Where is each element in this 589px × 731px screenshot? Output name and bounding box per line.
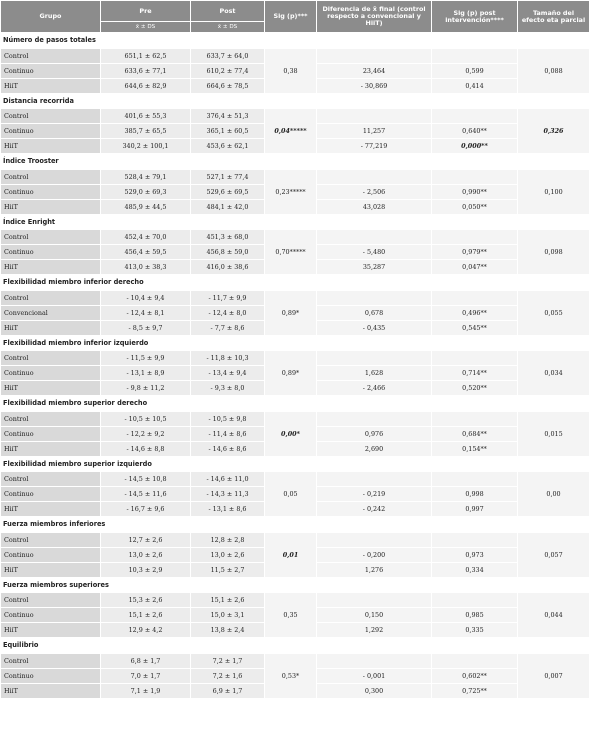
sig-post-cell xyxy=(432,472,518,487)
group-cell: HiiT xyxy=(1,260,101,275)
diferencia-cell xyxy=(317,472,432,487)
post-cell: 664,6 ± 78,5 xyxy=(191,78,265,93)
section-title: Fuerza miembros inferiores xyxy=(1,517,589,533)
diferencia-cell: - 0,219 xyxy=(317,487,432,502)
post-cell: 451,3 ± 68,0 xyxy=(191,230,265,245)
tamano-efecto-cell: 0,044 xyxy=(518,593,589,638)
section-title: Índice Enright xyxy=(1,214,589,230)
pre-cell: 401,6 ± 55,3 xyxy=(101,109,191,124)
sig-cell: 0,53* xyxy=(265,653,317,698)
diferencia-cell: 35,287 xyxy=(317,260,432,275)
sig-post-cell: 0,990** xyxy=(432,184,518,199)
post-cell: 15,0 ± 3,1 xyxy=(191,608,265,623)
group-cell: HiiT xyxy=(1,683,101,698)
sig-post-cell xyxy=(432,411,518,426)
pre-cell: 6,8 ± 1,7 xyxy=(101,653,191,668)
pre-cell: - 13,1 ± 8,9 xyxy=(101,366,191,381)
sig-post-cell xyxy=(432,532,518,547)
table-row xyxy=(1,593,589,608)
pre-cell: 340,2 ± 100,1 xyxy=(101,139,191,154)
sig-cell: 0,35 xyxy=(265,593,317,638)
table-row xyxy=(1,351,589,366)
section-header xyxy=(1,214,589,230)
pre-cell: 529,0 ± 69,3 xyxy=(101,184,191,199)
sig-post-cell: 0,496** xyxy=(432,305,518,320)
tamano-efecto-cell: 0,098 xyxy=(518,230,589,275)
sig-cell: 0,00* xyxy=(265,411,317,456)
group-cell: HiiT xyxy=(1,199,101,214)
diferencia-cell xyxy=(317,593,432,608)
sig-post-cell: 0,979** xyxy=(432,245,518,260)
group-cell: Continuo xyxy=(1,608,101,623)
pre-cell: - 14,6 ± 8,8 xyxy=(101,441,191,456)
pre-cell: 651,1 ± 62,5 xyxy=(101,48,191,63)
sig-post-cell xyxy=(432,351,518,366)
diferencia-cell xyxy=(317,109,432,124)
pre-cell: 12,7 ± 2,6 xyxy=(101,532,191,547)
diferencia-cell xyxy=(317,48,432,63)
group-cell: Continuo xyxy=(1,487,101,502)
sig-cell: 0,38 xyxy=(265,48,317,93)
sig-post-cell: 0,714** xyxy=(432,366,518,381)
sig-post-cell: 0,520** xyxy=(432,381,518,396)
sig-post-cell: 0,047** xyxy=(432,260,518,275)
post-cell: - 11,4 ± 8,6 xyxy=(191,426,265,441)
diferencia-cell xyxy=(317,653,432,668)
sig-post-cell: 0,684** xyxy=(432,426,518,441)
pre-cell: - 10,5 ± 10,5 xyxy=(101,411,191,426)
header-grupo: Grupo xyxy=(1,1,101,33)
group-cell: HiiT xyxy=(1,502,101,517)
header-pre-sub: x̄ ± DS xyxy=(101,22,191,33)
pre-cell: 13,0 ± 2,6 xyxy=(101,547,191,562)
sig-cell: 0,70***** xyxy=(265,230,317,275)
table-row xyxy=(1,230,589,245)
post-cell: - 9,3 ± 8,0 xyxy=(191,381,265,396)
pre-cell: - 14,5 ± 10,8 xyxy=(101,472,191,487)
section-title: Fuerza miembros superiores xyxy=(1,577,589,593)
pre-cell: - 10,4 ± 9,4 xyxy=(101,290,191,305)
tamano-efecto-cell: 0,055 xyxy=(518,290,589,335)
group-cell: HiiT xyxy=(1,381,101,396)
post-cell: - 13,1 ± 8,6 xyxy=(191,502,265,517)
group-cell: Control xyxy=(1,48,101,63)
sig-post-cell: 0,998 xyxy=(432,487,518,502)
pre-cell: 385,7 ± 65,5 xyxy=(101,124,191,139)
sig-post-cell xyxy=(432,593,518,608)
table-row xyxy=(1,48,589,63)
header-sig: Sig (p)*** xyxy=(265,1,317,33)
diferencia-cell: 0,976 xyxy=(317,426,432,441)
diferencia-cell: 23,464 xyxy=(317,63,432,78)
table-row xyxy=(1,472,589,487)
diferencia-cell: 0,300 xyxy=(317,683,432,698)
post-cell: 11,5 ± 2,7 xyxy=(191,562,265,577)
sig-post-cell xyxy=(432,653,518,668)
tamano-efecto-cell: 0,007 xyxy=(518,653,589,698)
sig-post-cell: 0,334 xyxy=(432,562,518,577)
pre-cell: 633,6 ± 77,1 xyxy=(101,63,191,78)
post-cell: 376,4 ± 51,3 xyxy=(191,109,265,124)
pre-cell: 452,4 ± 70,0 xyxy=(101,230,191,245)
post-cell: 527,1 ± 77,4 xyxy=(191,169,265,184)
section-header xyxy=(1,517,589,533)
header-post: Post xyxy=(191,1,265,22)
diferencia-cell: - 0,242 xyxy=(317,502,432,517)
group-cell: Control xyxy=(1,230,101,245)
diferencia-cell: 1,628 xyxy=(317,366,432,381)
post-cell: - 14,3 ± 11,3 xyxy=(191,487,265,502)
group-cell: Continuo xyxy=(1,63,101,78)
section-header xyxy=(1,396,589,412)
section-header xyxy=(1,456,589,472)
post-cell: 7,2 ± 1,6 xyxy=(191,668,265,683)
post-cell: 13,0 ± 2,6 xyxy=(191,547,265,562)
pre-cell: 644,6 ± 82,9 xyxy=(101,78,191,93)
diferencia-cell: 1,292 xyxy=(317,623,432,638)
sig-post-cell: 0,640** xyxy=(432,124,518,139)
post-cell: 484,1 ± 42,0 xyxy=(191,199,265,214)
section-title: Flexibilidad miembro inferior izquierdo xyxy=(1,335,589,351)
tamano-efecto-cell: 0,015 xyxy=(518,411,589,456)
section-title: Distancia recorrida xyxy=(1,93,589,109)
header-post-sub: x̄ ± DS xyxy=(191,22,265,33)
group-cell: Control xyxy=(1,351,101,366)
post-cell: 610,2 ± 77,4 xyxy=(191,63,265,78)
diferencia-cell: 0,150 xyxy=(317,608,432,623)
section-title: Flexibilidad miembro inferior derecho xyxy=(1,275,589,291)
table-row xyxy=(1,653,589,668)
group-cell: Control xyxy=(1,109,101,124)
tamano-efecto-cell: 0,326 xyxy=(518,109,589,154)
table-row xyxy=(1,532,589,547)
post-cell: 13,8 ± 2,4 xyxy=(191,623,265,638)
sig-cell: 0,05 xyxy=(265,472,317,517)
sig-post-cell: 0,985 xyxy=(432,608,518,623)
pre-cell: 485,9 ± 44,5 xyxy=(101,199,191,214)
section-header xyxy=(1,335,589,351)
table-row xyxy=(1,290,589,305)
sig-post-cell xyxy=(432,230,518,245)
post-cell: - 11,8 ± 10,3 xyxy=(191,351,265,366)
sig-post-cell xyxy=(432,290,518,305)
diferencia-cell xyxy=(317,351,432,366)
diferencia-cell: 43,028 xyxy=(317,199,432,214)
section-header xyxy=(1,154,589,170)
header-diferencia: Diferencia de x̄ final (control respecto a convencional y HiiT) xyxy=(317,1,432,33)
diferencia-cell: - 30,869 xyxy=(317,78,432,93)
section-header xyxy=(1,577,589,593)
post-cell: 12,8 ± 2,8 xyxy=(191,532,265,547)
tamano-efecto-cell: 0,100 xyxy=(518,169,589,214)
post-cell: - 7,7 ± 8,6 xyxy=(191,320,265,335)
header-sig-post: Sig (p) post intervención**** xyxy=(432,1,518,33)
group-cell: Continuo xyxy=(1,184,101,199)
diferencia-cell: - 0,001 xyxy=(317,668,432,683)
group-cell: Control xyxy=(1,653,101,668)
section-title: Equilibrio xyxy=(1,638,589,654)
post-cell: 365,1 ± 60,5 xyxy=(191,124,265,139)
pre-cell: - 11,5 ± 9,9 xyxy=(101,351,191,366)
table-body xyxy=(1,33,589,699)
group-cell: Continuo xyxy=(1,245,101,260)
post-cell: 633,7 ± 64,0 xyxy=(191,48,265,63)
diferencia-cell xyxy=(317,532,432,547)
diferencia-cell: - 2,506 xyxy=(317,184,432,199)
diferencia-cell: - 0,200 xyxy=(317,547,432,562)
post-cell: 15,1 ± 2,6 xyxy=(191,593,265,608)
sig-cell: 0,01 xyxy=(265,532,317,577)
group-cell: Control xyxy=(1,169,101,184)
post-cell: - 13,4 ± 9,4 xyxy=(191,366,265,381)
diferencia-cell xyxy=(317,169,432,184)
group-cell: HiiT xyxy=(1,139,101,154)
section-header xyxy=(1,33,589,49)
diferencia-cell: 2,690 xyxy=(317,441,432,456)
group-cell: Control xyxy=(1,290,101,305)
diferencia-cell: - 77,219 xyxy=(317,139,432,154)
header-pre: Pre xyxy=(101,1,191,22)
post-cell: 416,0 ± 38,6 xyxy=(191,260,265,275)
diferencia-cell: - 0,435 xyxy=(317,320,432,335)
group-cell: Control xyxy=(1,472,101,487)
post-cell: - 12,4 ± 8,0 xyxy=(191,305,265,320)
group-cell: Control xyxy=(1,593,101,608)
diferencia-cell: 11,257 xyxy=(317,124,432,139)
sig-cell: 0,04***** xyxy=(265,109,317,154)
sig-post-cell: 0,602** xyxy=(432,668,518,683)
pre-cell: 456,4 ± 59,5 xyxy=(101,245,191,260)
sig-post-cell: 0,000** xyxy=(432,139,518,154)
diferencia-cell: - 5,480 xyxy=(317,245,432,260)
pre-cell: 15,3 ± 2,6 xyxy=(101,593,191,608)
diferencia-cell: - 2,466 xyxy=(317,381,432,396)
post-cell: - 10,5 ± 9,8 xyxy=(191,411,265,426)
post-cell: 7,2 ± 1,7 xyxy=(191,653,265,668)
diferencia-cell xyxy=(317,411,432,426)
pre-cell: - 9,8 ± 11,2 xyxy=(101,381,191,396)
pre-cell: 10,3 ± 2,9 xyxy=(101,562,191,577)
post-cell: 6,9 ± 1,7 xyxy=(191,683,265,698)
sig-post-cell: 0,335 xyxy=(432,623,518,638)
table-row xyxy=(1,109,589,124)
sig-post-cell: 0,545** xyxy=(432,320,518,335)
group-cell: Continuo xyxy=(1,124,101,139)
sig-post-cell: 0,973 xyxy=(432,547,518,562)
table-row xyxy=(1,411,589,426)
post-cell: 456,8 ± 59,0 xyxy=(191,245,265,260)
diferencia-cell: 0,678 xyxy=(317,305,432,320)
group-cell: HiiT xyxy=(1,78,101,93)
tamano-efecto-cell: 0,057 xyxy=(518,532,589,577)
group-cell: HiiT xyxy=(1,562,101,577)
pre-cell: 413,0 ± 38,3 xyxy=(101,260,191,275)
pre-cell: - 14,5 ± 11,6 xyxy=(101,487,191,502)
sig-cell: 0,89* xyxy=(265,351,317,396)
pre-cell: 528,4 ± 79,1 xyxy=(101,169,191,184)
sig-post-cell: 0,050** xyxy=(432,199,518,214)
group-cell: Control xyxy=(1,532,101,547)
post-cell: - 14,6 ± 8,6 xyxy=(191,441,265,456)
pre-cell: - 8,5 ± 9,7 xyxy=(101,320,191,335)
group-cell: Control xyxy=(1,411,101,426)
group-cell: HiiT xyxy=(1,623,101,638)
header-tamano-efecto: Tamaño del efecto eta parcial xyxy=(518,1,589,33)
sig-cell: 0,89* xyxy=(265,290,317,335)
diferencia-cell xyxy=(317,230,432,245)
group-cell: Continuo xyxy=(1,668,101,683)
pre-cell: - 16,7 ± 9,6 xyxy=(101,502,191,517)
pre-cell: - 12,4 ± 8,1 xyxy=(101,305,191,320)
sig-post-cell: 0,599 xyxy=(432,63,518,78)
group-cell: HiiT xyxy=(1,441,101,456)
tamano-efecto-cell: 0,00 xyxy=(518,472,589,517)
diferencia-cell xyxy=(317,290,432,305)
section-title: Flexibilidad miembro superior derecho xyxy=(1,396,589,412)
tamano-efecto-cell: 0,088 xyxy=(518,48,589,93)
section-header xyxy=(1,93,589,109)
diferencia-cell: 1,276 xyxy=(317,562,432,577)
sig-post-cell: 0,725** xyxy=(432,683,518,698)
sig-post-cell: 0,414 xyxy=(432,78,518,93)
section-header xyxy=(1,275,589,291)
tamano-efecto-cell: 0,034 xyxy=(518,351,589,396)
pre-cell: - 12,2 ± 9,2 xyxy=(101,426,191,441)
section-title: Número de pasos totales xyxy=(1,33,589,49)
post-cell: - 11,7 ± 9,9 xyxy=(191,290,265,305)
pre-cell: 7,0 ± 1,7 xyxy=(101,668,191,683)
sig-post-cell xyxy=(432,48,518,63)
section-title: Flexibilidad miembro superior izquierdo xyxy=(1,456,589,472)
pre-cell: 15,1 ± 2,6 xyxy=(101,608,191,623)
group-cell: Continuo xyxy=(1,547,101,562)
pre-cell: 7,1 ± 1,9 xyxy=(101,683,191,698)
group-cell: Convencional xyxy=(1,305,101,320)
sig-post-cell: 0,997 xyxy=(432,502,518,517)
sig-cell: 0,23***** xyxy=(265,169,317,214)
sig-post-cell xyxy=(432,169,518,184)
sig-post-cell: 0,154** xyxy=(432,441,518,456)
sig-post-cell xyxy=(432,109,518,124)
post-cell: - 14,6 ± 11,0 xyxy=(191,472,265,487)
group-cell: HiiT xyxy=(1,320,101,335)
group-cell: Continuo xyxy=(1,426,101,441)
table-row xyxy=(1,169,589,184)
section-header xyxy=(1,638,589,654)
section-title: Índice Trooster xyxy=(1,154,589,170)
post-cell: 453,6 ± 62,1 xyxy=(191,139,265,154)
pre-cell: 12,9 ± 4,2 xyxy=(101,623,191,638)
group-cell: Continuo xyxy=(1,366,101,381)
post-cell: 529,6 ± 69,5 xyxy=(191,184,265,199)
